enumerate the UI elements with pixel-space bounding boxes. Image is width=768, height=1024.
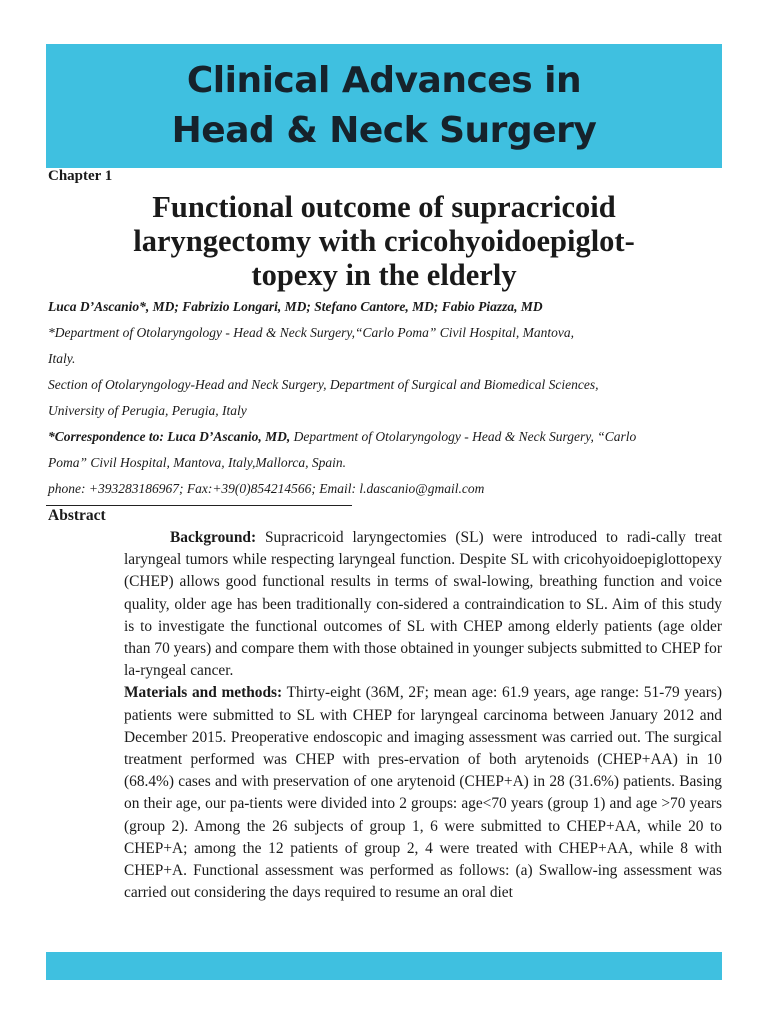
correspondence-label: *Correspondence to: Luca D’Ascanio, MD, (48, 429, 291, 444)
background-label: Background: (170, 529, 257, 546)
methods-label: Materials and methods: (124, 684, 283, 702)
chapter-label: Chapter 1 (48, 168, 113, 184)
correspondence-line-2: Poma” Civil Hospital, Mantova, Italy,Mallorca, Spain. (48, 455, 346, 470)
abstract-background (124, 527, 722, 682)
journal-title-line-1: Clinical Advances in (186, 60, 582, 101)
footer-bar (46, 952, 722, 980)
background-text: Supracricoid laryngectomies (SL) were introduced to radi-cally treat laryngeal tumors while respecting laryngeal function. Despite SL with cricohyoidoepiglottopexy (CHEP) allows good functional results in terms of swal-lowing, breathing function and voice quality, older age has been traditionally con-sidered a contraindication to SL. Aim of this study is to investigate the functional outcomes of SL with CHEP among elderly patients (age older than 70 years) and compare them with those obtained in younger subjects submitted to CHEP for la-ryngeal cancer. (124, 529, 722, 680)
journal-title-line-2: Head & Neck Surgery (171, 110, 597, 151)
affiliation-1-line-2: Italy. (48, 351, 76, 366)
abstract-body (124, 527, 722, 904)
divider-line (46, 505, 352, 506)
abstract-methods (124, 682, 722, 904)
affiliation-2-line-1: Section of Otolaryngology-Head and Neck Surgery, Department of Surgical and Biomedical Sciences, (48, 377, 599, 392)
affiliation-2-line-2: University of Perugia, Perugia, Italy (48, 403, 247, 418)
contact-line: phone: +393283186967; Fax:+39(0)854214566; Email: l.dascanio@gmail.com (48, 481, 485, 496)
methods-text: Thirty-eight (36M, 2F; mean age: 61.9 years, age range: 51-79 years) patients were submitted to SL with CHEP for laryngeal carcinoma between January 2012 and December 2015. Preoperative endoscopic and imaging assessment was carried out. The surgical treatment performed was CHEP with pres-ervation of both arytenoids (CHEP+AA) in 10 (68.4%) cases and with preservation of one arytenoid (CHEP+A) in 28 (31.6%) patients. Basing on their age, our pa-tients were divided into 2 groups: age<70 years (group 1) and age >70 years (group 2). Among the 26 subjects of group 1, 6 were submitted to CHEP+AA, while 20 to CHEP+A; among the 12 patients of group 2, 4 were treated with CHEP+AA, while 8 with CHEP+A. Functional assessment was performed as follows: (a) Swallow-ing assessment was carried out considering the days required to resume an oral diet (124, 684, 722, 902)
article-title-line-1: Functional outcome of supracricoid (152, 190, 616, 224)
correspondence-line-1 (48, 424, 724, 450)
affiliation-1-line-1: *Department of Otolaryngology - Head & Neck Surgery,“Carlo Poma” Civil Hospital, Mantova, (48, 325, 574, 340)
article-title-line-3: topexy in the elderly (251, 258, 517, 292)
article-title-line-2: laryngectomy with cricohyoidoepiglot- (133, 224, 635, 258)
author-list: Luca D’Ascanio*, MD; Fabrizio Longari, MD; Stefano Cantore, MD; Fabio Piazza, MD (48, 299, 543, 314)
abstract-heading: Abstract (48, 507, 106, 524)
correspondence-text: Department of Otolaryngology - Head & Neck Surgery, “Carlo (290, 429, 637, 444)
author-info (48, 294, 724, 502)
journal-banner (46, 44, 722, 168)
article-title (60, 190, 708, 292)
